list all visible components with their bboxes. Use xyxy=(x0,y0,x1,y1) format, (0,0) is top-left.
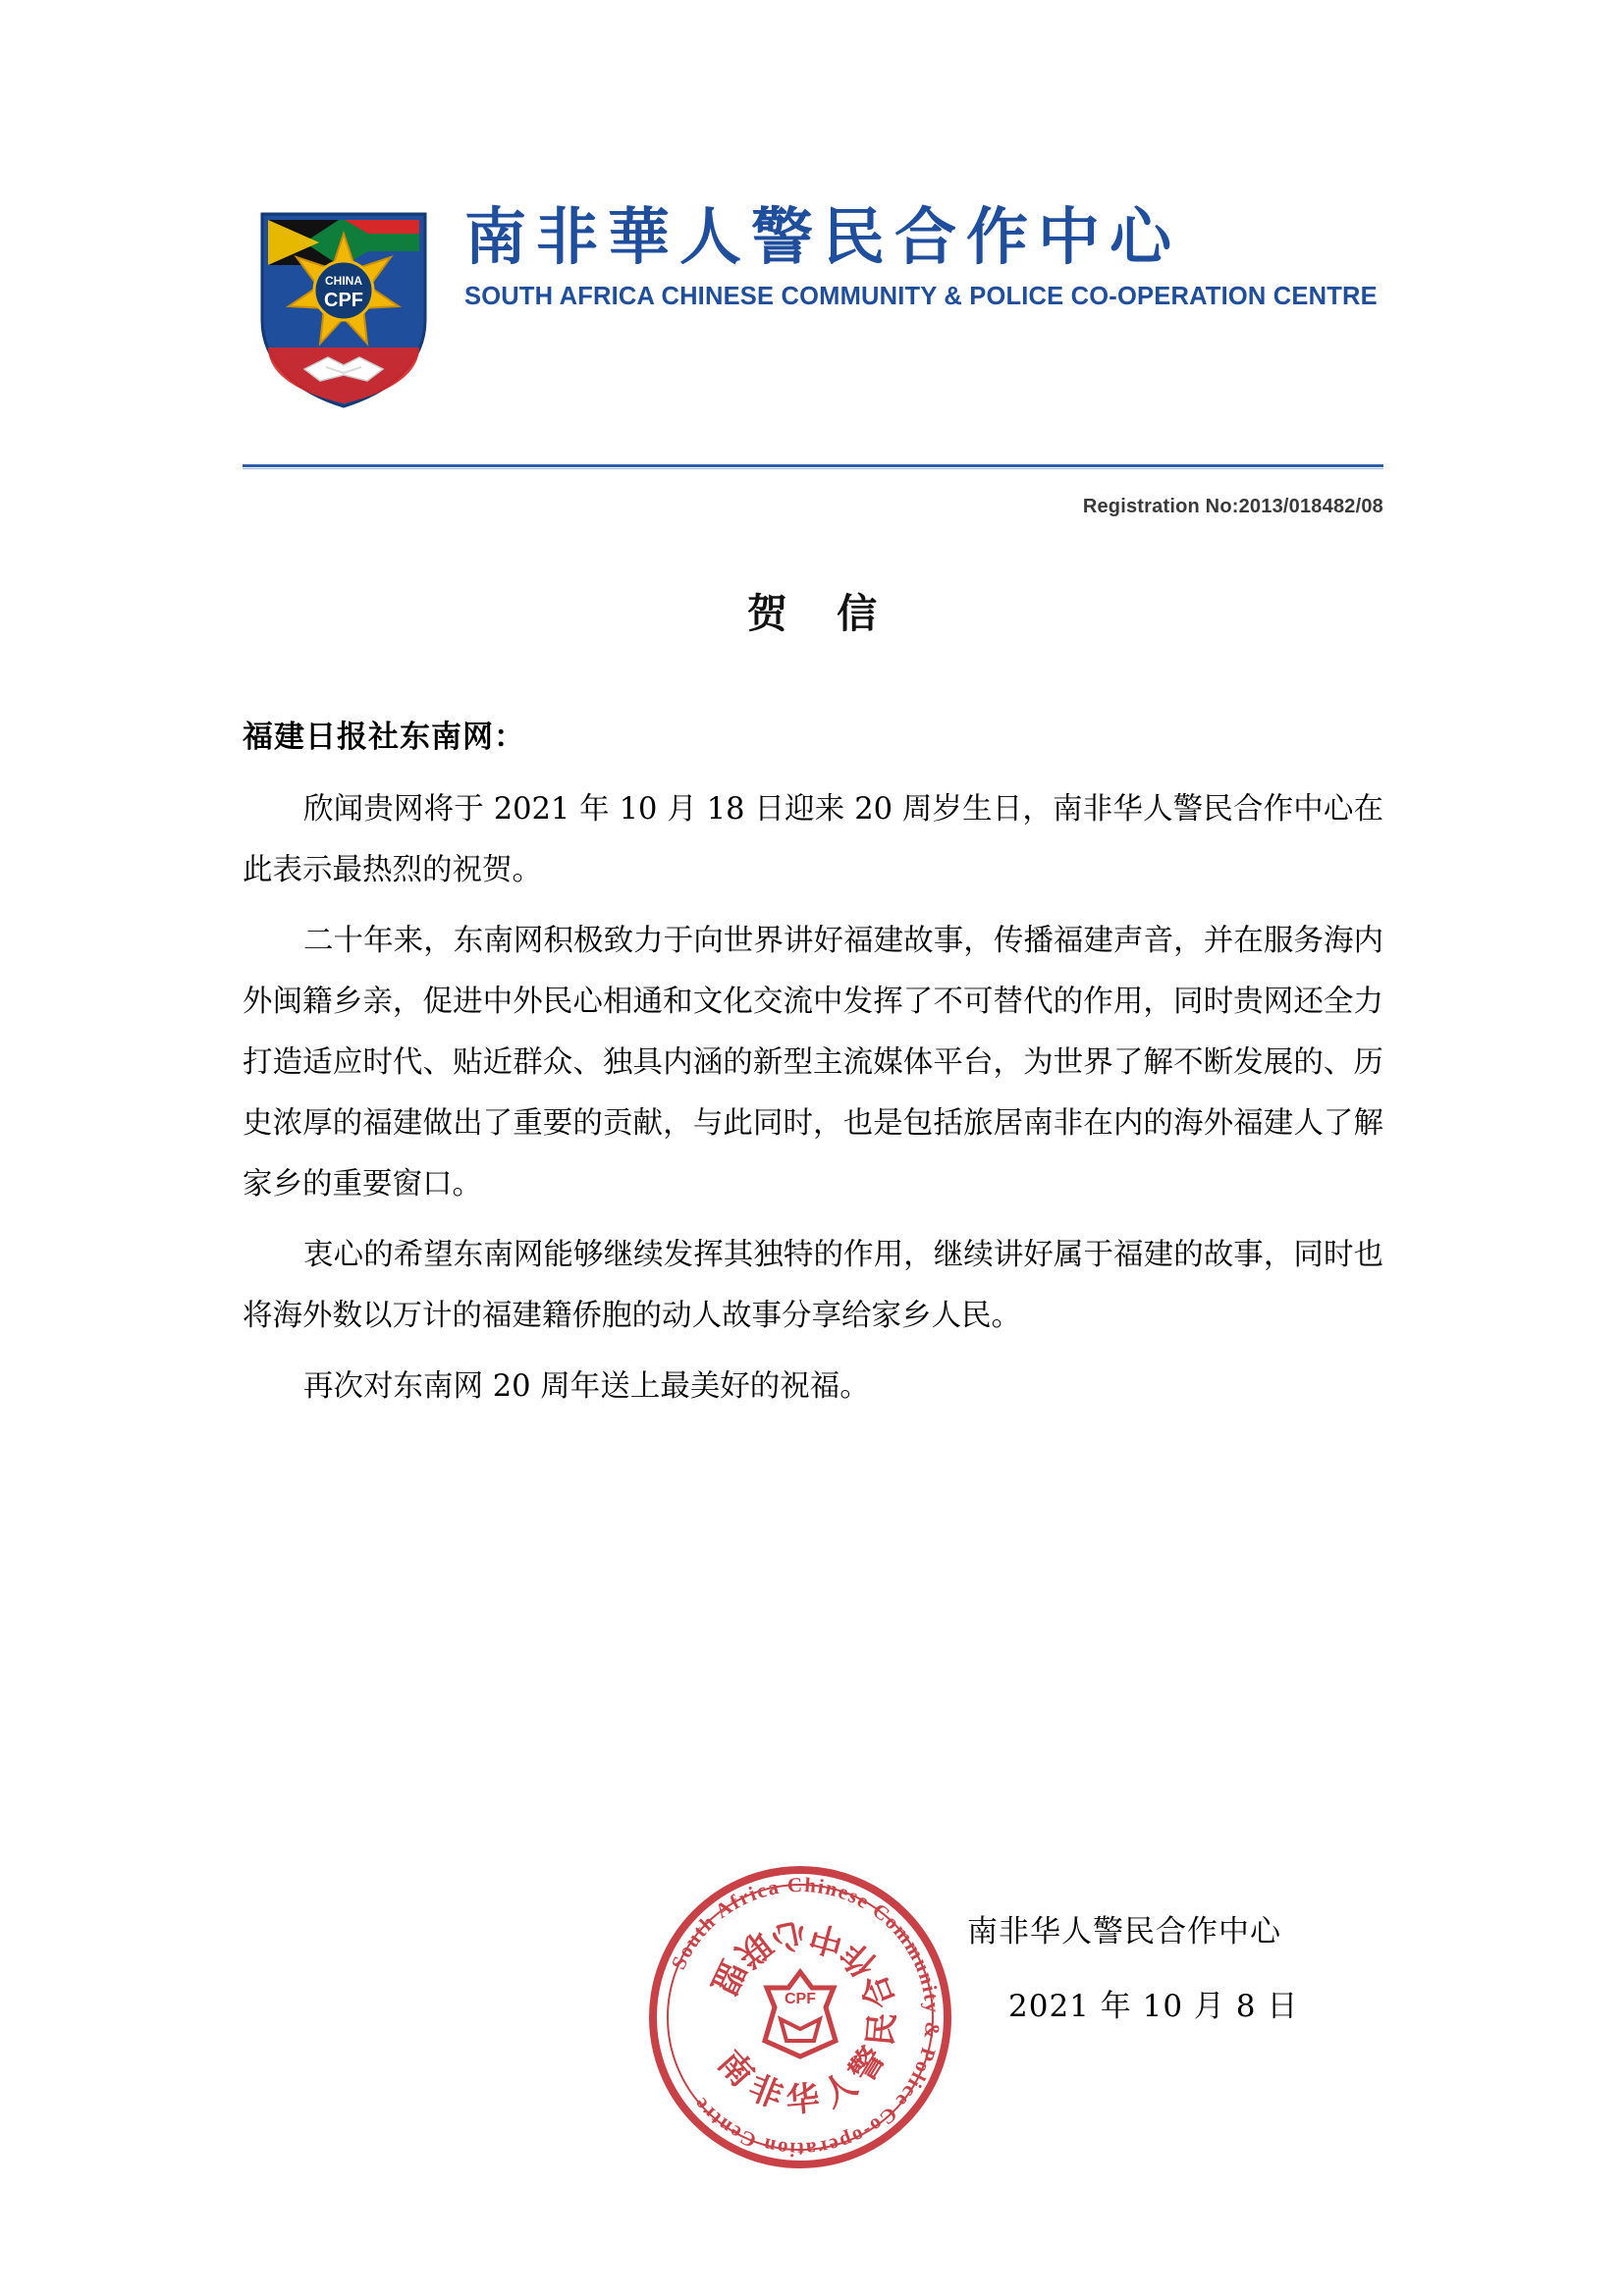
signature-date: 2021 年 10 月 8 日 xyxy=(1008,1989,1299,2024)
letterhead xyxy=(250,192,1389,418)
organization-names xyxy=(464,202,1387,311)
svg-text:South Africa Chinese Community: South Africa Chinese Community & Police Co-operation Centre xyxy=(666,1872,946,2163)
svg-text:CPF: CPF xyxy=(785,1991,816,2007)
body-paragraph-3: 衷心的希望东南网能够继续发挥其独特的作用，继续讲好属于福建的故事，同时也将海外数以万计的福建籍侨胞的动人故事分享给家乡人民。 xyxy=(243,1238,1383,1333)
header-divider xyxy=(243,464,1383,470)
registration-number: Registration No:2013/018482/08 xyxy=(1082,496,1383,517)
org-name-en: SOUTH AFRICA CHINESE COMMUNITY & POLICE CO-OPERATION CENTRE xyxy=(464,283,1378,311)
body-paragraph-1: 欣闻贵网将于 2021 年 10 月 18 日迎来 20 周岁生日，南非华人警民合作中心在此表示最热烈的祝贺。 xyxy=(243,792,1383,887)
org-name-cn: 南非華人警民合作中心 xyxy=(464,201,1181,273)
svg-text:CHINA: CHINA xyxy=(325,274,362,288)
signature-organization: 南非华人警民合作中心 xyxy=(967,1914,1281,1949)
svg-text:CPF: CPF xyxy=(324,290,363,311)
divider-line-thin xyxy=(243,468,1383,469)
svg-text:南非华人警民合作中心联盟: 南非华人警民合作中心联盟 xyxy=(698,1912,904,2121)
document-body xyxy=(243,712,1383,1427)
body-paragraph-2: 二十年来，东南网积极致力于向世界讲好福建故事，传播福建声音，并在服务海内外闽籍乡亲，促进中外民心相通和文化交流中发挥了不可替代的作用，同时贵网还全力打造适应时代、贴近群众、独具内涵的新型主流媒体平台，为世界了解不断发展的、历史浓厚的福建做出了重要的贡献，与此同时，也是包括旅居南非在内的海外福建人了解家乡的重要窗口。 xyxy=(243,924,1383,1201)
signature-block xyxy=(967,1904,1389,2034)
salutation: 福建日报社东南网： xyxy=(243,720,525,755)
body-paragraph-4: 再次对东南网 20 周年送上最美好的祝福。 xyxy=(303,1369,870,1404)
document-title: 贺 信 xyxy=(746,590,895,637)
official-seal-stamp xyxy=(638,1855,962,2179)
organization-crest-icon xyxy=(250,200,437,411)
divider-line-thick xyxy=(243,464,1383,467)
